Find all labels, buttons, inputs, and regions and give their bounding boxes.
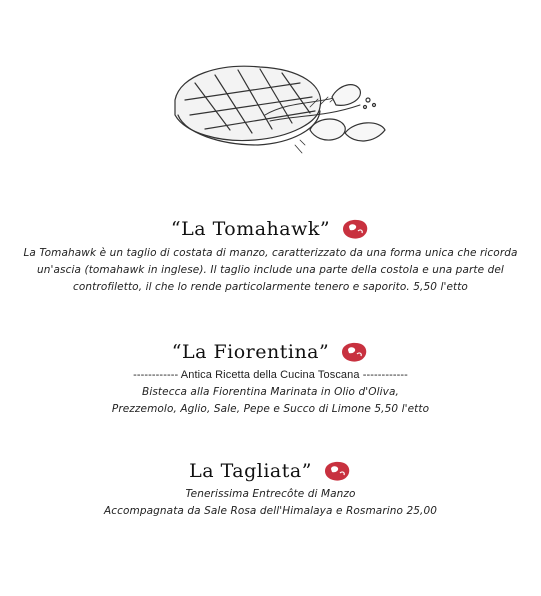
item-line: Accompagnata da Sale Rosa dell'Himalaya e Rosmarino 25,00 <box>103 505 438 517</box>
menu-item-tagliata <box>0 459 541 520</box>
item-description: La Tomahawk è un taglio di costata di manzo, caratterizzato da una forma unica che ricorda un'ascia (tomahawk in inglese). Il taglio include una parte della costola e una parte del controfiletto, il che lo rende particolarmente tenero e saporito. 5,50 l'etto <box>23 247 518 293</box>
item-title: “La Fiorentina” <box>171 341 330 363</box>
item-line: Prezzemolo, Aglio, Sale, Pepe e Succo di Limone 5,50 l'etto <box>111 403 430 415</box>
item-line: Bistecca alla Fiorentina Marinata in Olio d'Oliva, <box>142 386 399 398</box>
meat-steak-icon <box>340 217 370 241</box>
item-line: Tenerissima Entrecôte di Manzo <box>185 488 356 500</box>
item-title: La Tagliata” <box>189 460 312 482</box>
item-title: “La Tomahawk” <box>170 218 331 240</box>
menu-item-tomahawk <box>0 217 541 296</box>
steak-illustration <box>160 45 390 165</box>
item-subtitle: ------------ Antica Ricetta della Cucina Toscana ------------ <box>133 369 408 381</box>
meat-steak-icon <box>322 459 352 483</box>
menu-item-fiorentina <box>0 340 541 418</box>
meat-steak-icon <box>339 340 369 364</box>
